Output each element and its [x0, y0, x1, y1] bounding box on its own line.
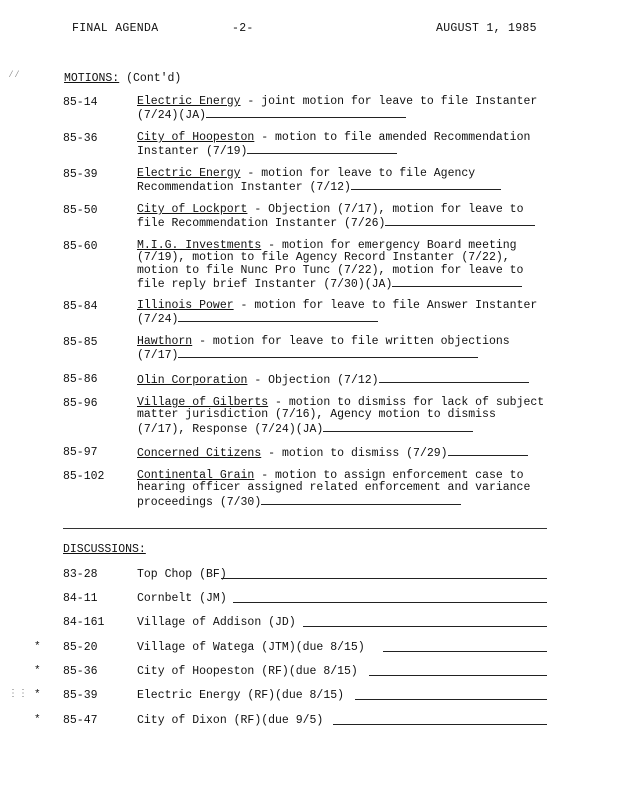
- docket-number: 85-47: [63, 714, 98, 727]
- fill-line: [178, 312, 378, 322]
- discussion-text: City of Dixon (RF)(due 9/5): [137, 714, 324, 727]
- motion-description: - motion for leave to file written objections (7/17): [137, 335, 510, 363]
- docket-number: 85-36: [63, 132, 98, 145]
- discussion-item: [63, 592, 553, 606]
- docket-number: 85-84: [63, 300, 98, 313]
- discussion-item: [63, 714, 553, 728]
- motion-entity: Illinois Power: [137, 299, 234, 312]
- discussion-text: City of Hoopeston (RF)(due 8/15): [137, 665, 358, 678]
- fill-line: [221, 578, 547, 579]
- motion-entity: Electric Energy: [137, 167, 241, 180]
- fill-line: [323, 422, 473, 432]
- fill-line: [261, 495, 461, 505]
- motion-description: - motion to assign enforcement case to hearing officer assigned related enforcement and variance proceedings (7/30): [137, 469, 531, 509]
- fill-line: [303, 626, 547, 627]
- motion-entity: Continental Grain: [137, 469, 255, 482]
- motion-entity: Electric Energy: [137, 95, 241, 108]
- motion-description: - motion to file amended Recommendation Instanter (7/19): [137, 131, 531, 159]
- fill-line: [385, 216, 535, 226]
- docket-number: 85-97: [63, 446, 98, 459]
- margin-mark: ⁄⁄: [8, 70, 21, 81]
- motion-description: - joint motion for leave to file Instanter (7/24)(JA): [137, 95, 538, 123]
- motion-entity: Hawthorn: [137, 335, 193, 348]
- docket-number: 84-161: [63, 616, 105, 629]
- motion-description: - motion for leave to file Answer Instanter (7/24): [137, 299, 538, 327]
- fill-line: [247, 144, 397, 154]
- fill-line: [369, 675, 547, 676]
- motions-heading: [64, 72, 181, 85]
- docket-number: 85-86: [63, 373, 98, 386]
- motion-description: - motion for leave to file Agency Recommendation Instanter (7/12): [137, 167, 476, 195]
- docket-number: 84-11: [63, 592, 98, 605]
- motion-description: - Objection (7/17), motion for leave to file Recommendation Instanter (7/26): [137, 203, 524, 231]
- priority-asterisk: *: [34, 714, 41, 726]
- header-date: AUGUST 1, 1985: [436, 22, 537, 35]
- docket-number: 85-102: [63, 470, 105, 483]
- discussion-text: Cornbelt (JM): [137, 592, 227, 605]
- motion-entity: Concerned Citizens: [137, 447, 262, 460]
- motion-entity: Village of Gilberts: [137, 396, 269, 409]
- discussions-heading: [63, 543, 146, 556]
- motion-description: - motion to dismiss (7/29): [261, 447, 448, 460]
- priority-asterisk: *: [34, 641, 41, 653]
- motion-description: - motion to dismiss for lack of subject matter jurisdiction (7/16), Agency motion to dismiss (7/17), Response (7/24)(JA): [137, 396, 545, 436]
- section-divider: [63, 528, 547, 529]
- priority-asterisk: *: [34, 689, 41, 701]
- docket-number: 85-60: [63, 240, 98, 253]
- motion-description: - motion for emergency Board meeting (7/19), motion to file Agency Record Instanter (7/22), motion to file Nunc Pro Tunc (7/22), motion for leave to file reply brief Instanter (7/30)(JA): [137, 239, 524, 291]
- fill-line: [233, 602, 547, 603]
- docket-number: 83-28: [63, 568, 98, 581]
- motion-entity: Olin Corporation: [137, 374, 248, 387]
- discussions-heading-label: DISCUSSIONS:: [63, 543, 146, 556]
- page-number: -2-: [232, 22, 254, 35]
- priority-asterisk: *: [34, 665, 41, 677]
- fill-line: [383, 651, 547, 652]
- margin-mark: ⋮⋮: [8, 689, 28, 700]
- docket-number: 85-39: [63, 168, 98, 181]
- discussion-item: [63, 568, 553, 582]
- fill-line: [379, 373, 529, 383]
- docket-number: 85-39: [63, 689, 98, 702]
- docket-number: 85-50: [63, 204, 98, 217]
- motion-description: - Objection (7/12): [247, 374, 379, 387]
- discussion-item: [63, 689, 553, 703]
- fill-line: [206, 108, 406, 118]
- fill-line: [351, 180, 501, 190]
- discussion-item: [63, 665, 553, 679]
- discussion-text: Top Chop (BF): [137, 568, 227, 581]
- docket-number: 85-85: [63, 336, 98, 349]
- motion-entity: M.I.G. Investments: [137, 239, 262, 252]
- motions-heading-label: MOTIONS:: [64, 72, 120, 85]
- docket-number: 85-36: [63, 665, 98, 678]
- docket-number: 85-96: [63, 397, 98, 410]
- fill-line: [178, 348, 478, 358]
- discussion-item: [63, 641, 553, 655]
- fill-line: [392, 277, 522, 287]
- fill-line: [333, 724, 547, 725]
- motion-entity: City of Hoopeston: [137, 131, 255, 144]
- fill-line: [448, 446, 528, 456]
- header-title: FINAL AGENDA: [72, 22, 159, 35]
- discussion-item: [63, 616, 553, 630]
- discussion-text: Village of Addison (JD): [137, 616, 296, 629]
- discussion-text: Village of Watega (JTM)(due 8/15): [137, 641, 365, 654]
- fill-line: [355, 699, 547, 700]
- docket-number: 85-20: [63, 641, 98, 654]
- motion-entity: City of Lockport: [137, 203, 248, 216]
- motions-heading-suffix: (Cont'd): [119, 72, 182, 85]
- docket-number: 85-14: [63, 96, 98, 109]
- discussion-text: Electric Energy (RF)(due 8/15): [137, 689, 345, 702]
